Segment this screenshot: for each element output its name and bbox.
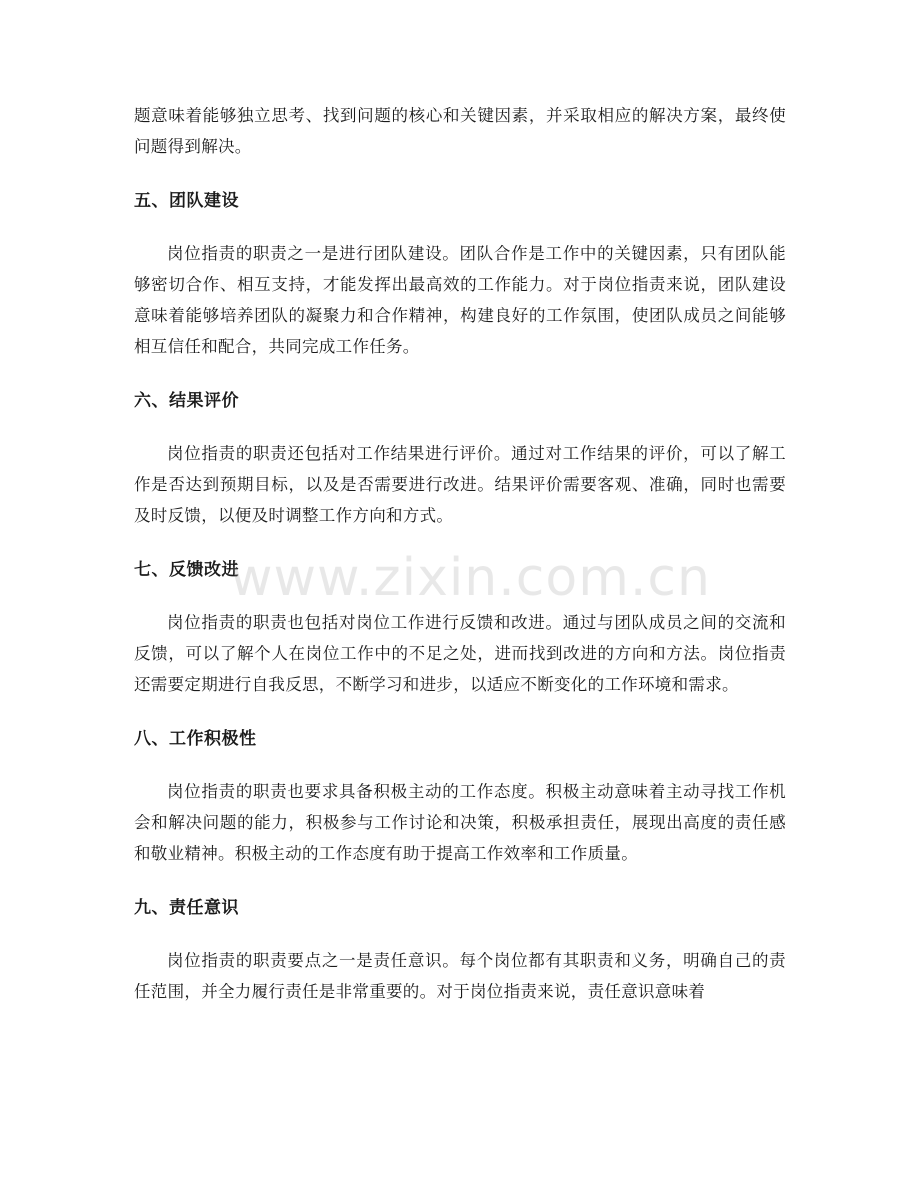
section-heading-feedback-improvement: 七、反馈改进 (134, 560, 239, 580)
section-body-work-initiative: 岗位指责的职责也要求具备积极主动的工作态度。积极主动意味着主动寻找工作机会和解决问题的能力，积极参与工作讨论和决策，积极承担责任，展现出高度的责任感和敬业精神。积极主动的工作态度有助于提高工作效率和工作质量。 (134, 782, 786, 863)
section-body-responsibility: 岗位指责的职责要点之一是责任意识。每个岗位都有其职责和义务，明确自己的责任范围，并全力履行责任是非常重要的。对于岗位指责来说，责任意识意味着 (134, 951, 786, 1001)
watermark: www.zixin.com.cn (230, 548, 711, 608)
section-body-team-building: 岗位指责的职责之一是进行团队建设。团队合作是工作中的关键因素，只有团队能够密切合作、相互支持，才能发挥出最高效的工作能力。对于岗位指责来说，团队建设意味着能够培养团队的凝聚力和合作精神，构建良好的工作氛围，使团队成员之间能够相互信任和配合，共同完成工作任务。 (134, 244, 786, 356)
section-heading-result-evaluation: 六、结果评价 (134, 391, 239, 411)
section-heading-work-initiative: 八、工作积极性 (134, 729, 257, 749)
document-content (134, 100, 786, 1007)
intro-paragraph: 题意味着能够独立思考、找到问题的核心和关键因素，并采取相应的解决方案，最终使问题得到解决。 (134, 106, 786, 156)
section-heading-team-building: 五、团队建设 (134, 191, 239, 211)
section-body-feedback-improvement: 岗位指责的职责也包括对岗位工作进行反馈和改进。通过与团队成员之间的交流和反馈，可以了解个人在岗位工作中的不足之处，进而找到改进的方向和方法。岗位指责还需要定期进行自我反思，不断学习和进步，以适应不断变化的工作环境和需求。 (134, 613, 786, 694)
section-body-result-evaluation: 岗位指责的职责还包括对工作结果进行评价。通过对工作结果的评价，可以了解工作是否达到预期目标，以及是否需要进行改进。结果评价需要客观、准确，同时也需要及时反馈，以便及时调整工作方向和方式。 (134, 444, 786, 525)
section-heading-responsibility: 九、责任意识 (134, 898, 239, 918)
